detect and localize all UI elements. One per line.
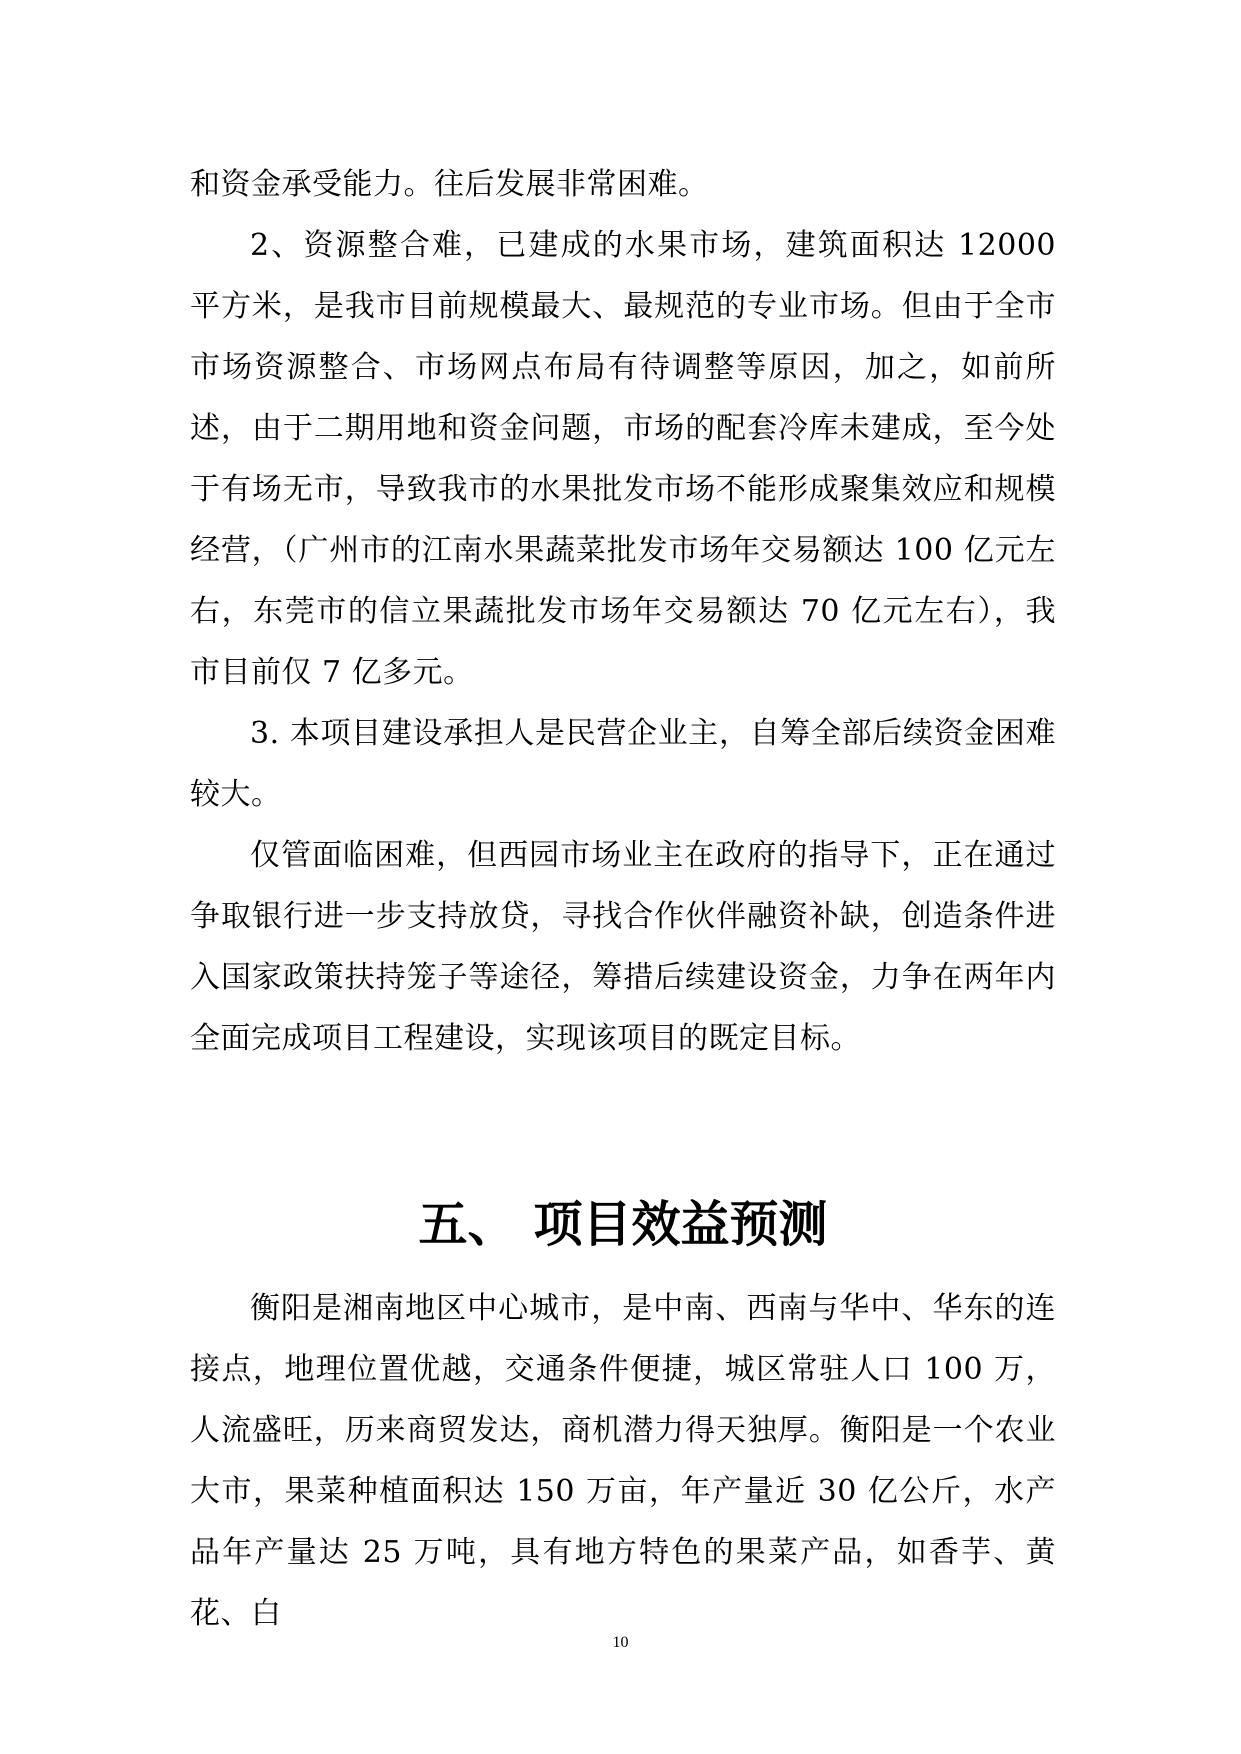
body-text-top bbox=[190, 154, 1056, 1069]
paragraph-item-3: 3. 本项目建设承担人是民营企业主，自筹全部后续资金困难较大。 bbox=[190, 716, 1056, 812]
paragraph-item-2: 2、资源整合难，已建成的水果市场，建筑面积达 12000 平方米，是我市目前规模最大、最规范的专业市场。但由于全市市场资源整合、市场网点布局有待调整等原因，加之，如前所述，由于二期用地和资金问题，市场的配套冷库未建成，至今处于有场无市，导致我市的水果批发市场不能形成聚集效应和规模经营，（广州市的江南水果蔬菜批发市场年交易额达 100 亿元左右，东莞市的信立果蔬批发市场年交易额达 70 亿元左右），我市目前仅 7 亿多元。 bbox=[190, 228, 1056, 690]
paragraph-efforts: 仅管面临困难，但西园市场业主在政府的指导下，正在通过争取银行进一步支持放贷，寻找合作伙伴融资补缺，创造条件进入国家政策扶持笼子等途径，筹措后续建设资金，力争在两年内全面完成项目工程建设，实现该项目的既定目标。 bbox=[190, 838, 1056, 1056]
body-text-bottom bbox=[190, 1278, 1056, 1644]
paragraph-continuation: 和资金承受能力。往后发展非常困难。 bbox=[190, 167, 709, 202]
paragraph-hengyang: 衡阳是湘南地区中心城市，是中南、西南与华中、华东的连接点，地理位置优越，交通条件便捷，城区常驻人口 100 万，人流盛旺，历来商贸发达，商机潜力得天独厚。衡阳是一个农业大市，果菜种植面积达 150 万亩，年产量近 30 亿公斤，水产品年产量达 25 万吨，具有地方特色的果菜产品，如香芋、黄花、白 bbox=[190, 1291, 1056, 1631]
page-number: 10 bbox=[612, 1634, 629, 1651]
section-heading: 五、 项目效益预测 bbox=[418, 1196, 828, 1253]
